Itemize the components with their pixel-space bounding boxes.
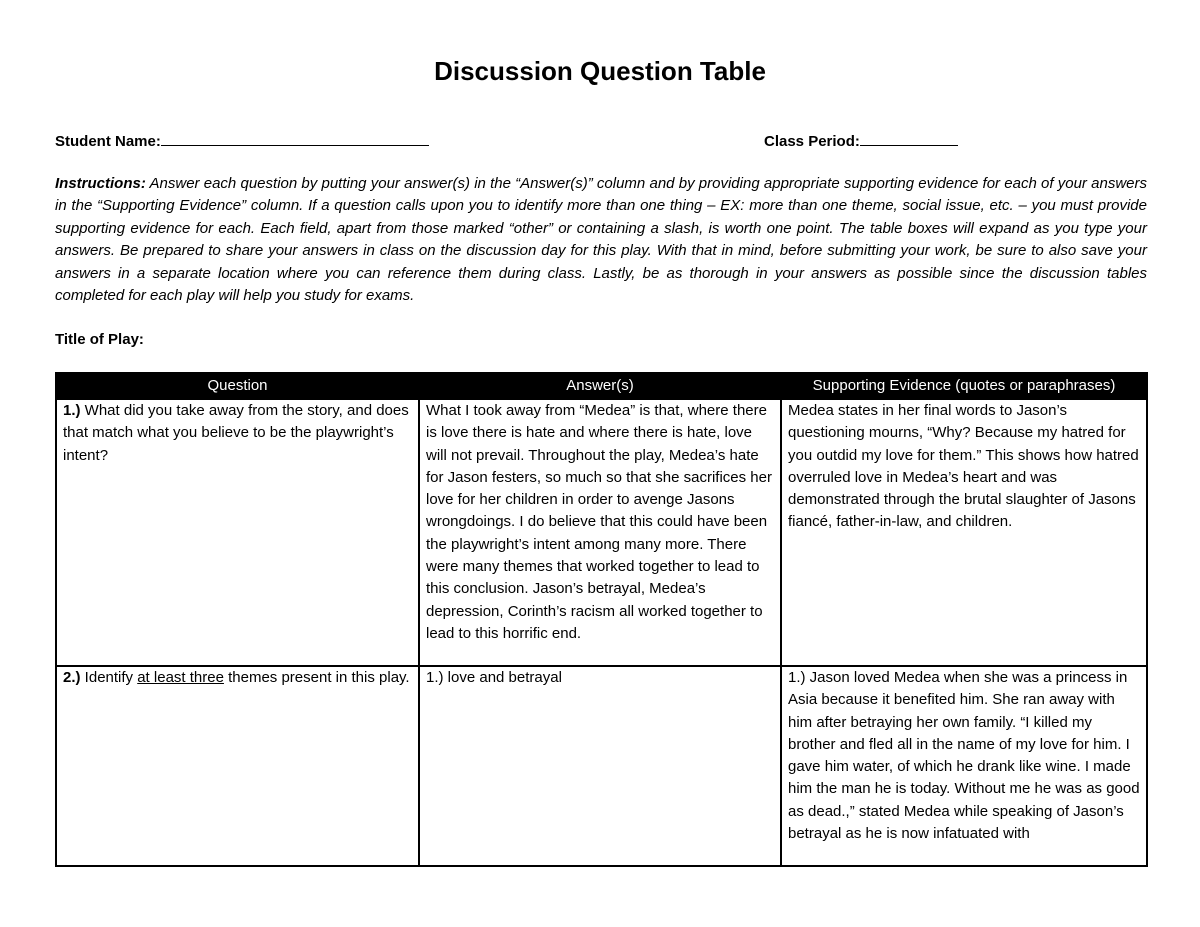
student-name-field: [55, 131, 429, 150]
table-header-row: [56, 373, 1147, 399]
question-number: 1.): [63, 402, 81, 419]
class-period-label: Class Period:: [764, 133, 860, 150]
instructions: [55, 173, 1147, 307]
evidence-cell[interactable]: 1.) Jason loved Medea when she was a princess in Asia because it benefited him. She ran away with him after betraying her own family. “I killed my brother and fled all in the name of my love for him. I gave him water, of which he drank like wine. I made him the man he is today. Without me he was as good as dead.,” stated Medea while speaking of Jason’s betrayal as he is now infatuated with: [781, 666, 1147, 866]
question-cell: [56, 666, 419, 866]
question-text: What did you take away from the story, and does that match what you believe to be the playwright’s intent?: [63, 402, 409, 464]
question-number: 2.): [63, 669, 81, 686]
question-text-underlined: at least three: [137, 669, 224, 686]
student-name-label: Student Name:: [55, 133, 161, 150]
question-text-after: themes present in this play.: [223, 669, 410, 686]
header-question: Question: [56, 373, 419, 399]
title-of-play-label: Title of Play:: [55, 331, 144, 348]
evidence-cell[interactable]: Medea states in her final words to Jason’s questioning mourns, “Why? Because my hatred for you outdid my love for them.” This shows how hatred overruled love in Medea’s heart and was demonstrated through the brutal slaughter of Jasons fiancé, father-in-law, and children.: [781, 399, 1147, 666]
instructions-text: Answer each question by putting your answer(s) in the “Answer(s)” column and by providing appropriate supporting evidence for each of your answers in the “Supporting Evidence” column. If a question calls upon you to identify more than one thing – EX: more than one theme, social issue, etc. – you must provide supporting evidence for each. Each field, apart from those marked “other” or containing a slash, is worth one point. The table boxes will expand as you type your answers. Be prepared to share your answers in class on the discussion day for this play. With that in mind, before submitting your work, be sure to also save your answers in a separate location where you can reference them during class. Lastly, be as thorough in your answers as possible since the discussion tables completed for each play will help you study for exams.: [55, 175, 1147, 305]
header-supporting-evidence: Supporting Evidence (quotes or paraphrases): [781, 373, 1147, 399]
class-period-blank[interactable]: [860, 131, 958, 146]
header-answers: Answer(s): [419, 373, 781, 399]
discussion-table: [55, 372, 1148, 867]
table-row: [56, 399, 1147, 666]
answer-cell[interactable]: What I took away from “Medea” is that, where there is love there is hate and where there is hate, love will not prevail. Throughout the play, Medea’s hate for Jason festers, so much so that she sacrifices her love for her children in order to avenge Jasons wrongdoings. I do believe that this could have been the playwright’s intent among many more. There were many themes that worked together to lead to this conclusion. Jason’s betrayal, Medea’s depression, Corinth’s racism all worked together to lead to this horrific end.: [419, 399, 781, 666]
class-period-field: [764, 131, 958, 150]
question-cell: [56, 399, 419, 666]
answer-cell[interactable]: 1.) love and betrayal: [419, 666, 781, 866]
instructions-label: Instructions:: [55, 175, 146, 192]
page-title: Discussion Question Table: [434, 56, 766, 86]
student-name-blank[interactable]: [161, 131, 429, 146]
question-text-before: Identify: [80, 669, 138, 686]
table-row: [56, 666, 1147, 866]
